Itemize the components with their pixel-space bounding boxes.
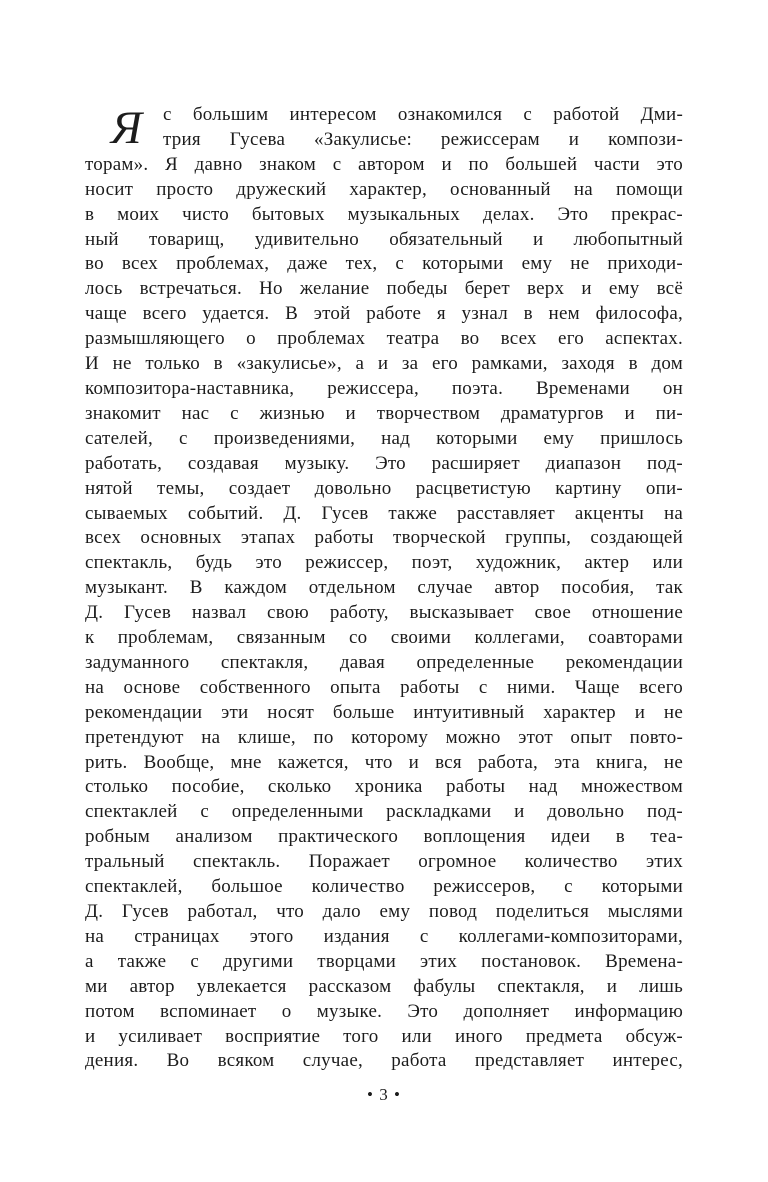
text-line: лось встречаться. Но желание победы берет верх и ему всё	[85, 278, 683, 300]
text-line: с большим интересом ознакомился с работой Дми-	[163, 104, 683, 125]
text-line: в моих чисто бытовых музыкальных делах. Это прекрас-	[85, 203, 683, 225]
text-line: спектаклей с определенными раскладками и довольно под-	[85, 801, 683, 823]
text-line: а также с другими творцами этих постановок. Времена-	[85, 950, 683, 972]
text-line: к проблемам, связанным со своими коллегами, соавторами	[85, 627, 683, 649]
page-number: • 3 •	[367, 1085, 401, 1104]
text-line: спектакль, будь это режиссер, поэт, художник, актер или	[85, 552, 683, 574]
text-line: композитора-наставника, режиссера, поэта. Временами он	[85, 377, 683, 399]
drop-cap-letter: Я	[111, 102, 142, 154]
text-line: на основе собственного опыта работы с ними. Чаще всего	[85, 676, 683, 698]
text-line: торам». Я давно знаком с автором и по большей части это	[85, 153, 683, 175]
opening-paragraph	[85, 103, 683, 153]
text-line: рекомендации эти носят больше интуитивный характер и не	[85, 701, 683, 723]
text-line: Д. Гусев работал, что дало ему повод поделиться мыслями	[85, 901, 683, 922]
text-line: знакомит нас с жизнью и творчеством драматургов и пи-	[85, 402, 683, 424]
text-line: спектаклей, большое количество режиссеров, с которыми	[85, 876, 683, 898]
text-block	[85, 103, 683, 1074]
text-line: Д. Гусев назвал свою работу, высказывает свое отношение	[85, 602, 683, 624]
text-line: чаще всего удается. В этой работе я узнал в нем философа,	[85, 303, 683, 325]
text-line: столько пособие, сколько хроника работы над множеством	[85, 776, 683, 798]
text-line: претендуют на клише, по которому можно этот опыт повто-	[85, 726, 683, 748]
text-line: музыкант. В каждом отдельном случае автор пособия, так	[85, 577, 683, 599]
text-line: тральный спектакль. Поражает огромное количество этих	[85, 851, 683, 873]
text-line: всех основных этапах работы творческой группы, создающей	[85, 527, 683, 549]
text-line: потом вспоминает о музыке. Это дополняет информацию	[85, 1000, 683, 1022]
text-line: задуманного спектакля, давая определенные рекомендации	[85, 651, 683, 673]
body-lines	[85, 153, 683, 1075]
text-line: во всех проблемах, даже тех, с которыми ему не приходи-	[85, 253, 683, 275]
text-line: носит просто дружеский характер, основанный на помощи	[85, 178, 683, 200]
first-lines	[163, 103, 683, 153]
text-line: робным анализом практического воплощения идеи в теа-	[85, 826, 683, 848]
text-line: И не только в «закулисье», а и за его рамками, заходя в дом	[85, 353, 683, 375]
text-line: сываемых событий. Д. Гусев также расставляет акценты на	[85, 502, 683, 524]
text-line: на страницах этого издания с коллегами-композиторами,	[85, 925, 683, 947]
text-line: нятой темы, создает довольно расцветистую картину опи-	[85, 477, 683, 499]
text-line: ми автор увлекается рассказом фабулы спектакля, и лишь	[85, 975, 683, 997]
text-line: размышляющего о проблемах театра во всех его аспектах.	[85, 328, 683, 350]
text-line: дения. Во всяком случае, работа представляет интерес,	[85, 1050, 683, 1072]
text-line: и усиливает восприятие того или иного предмета обсуж-	[85, 1025, 683, 1047]
text-line: трия Гусева «Закулисье: режиссерам и компози-	[163, 128, 683, 150]
text-line: работать, создавая музыку. Это расширяет диапазон под-	[85, 452, 683, 474]
text-line: сателей, с произведениями, над которыми ему пришлось	[85, 427, 683, 449]
text-line: рить. Вообще, мне кажется, что и вся работа, эта книга, не	[85, 751, 683, 773]
text-line: ный товарищ, удивительно обязательный и любопытный	[85, 228, 683, 250]
